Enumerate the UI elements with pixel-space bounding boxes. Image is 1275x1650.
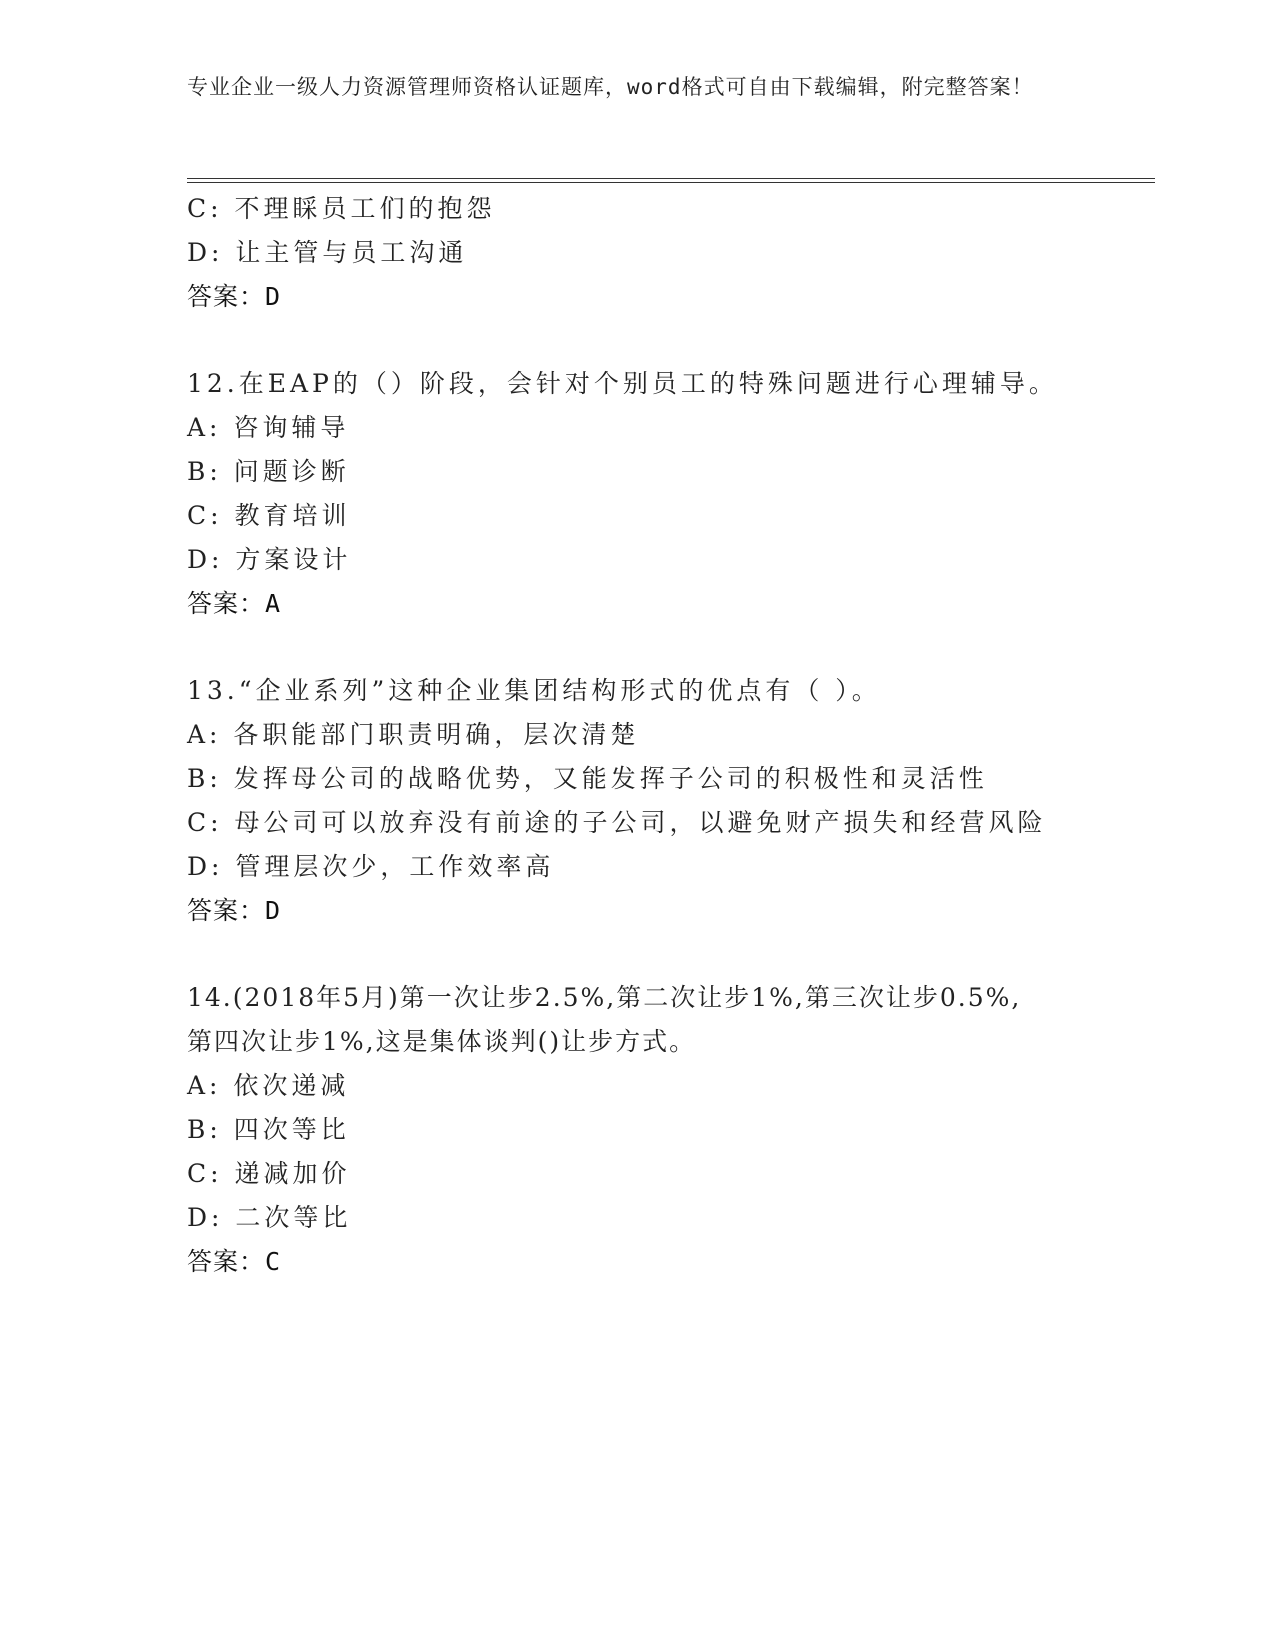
option-a: A: 各职能部门职责明确，层次清楚 [187, 720, 640, 749]
option-a: A: 依次递减 [187, 1071, 350, 1100]
option-c: C: 教育培训 [187, 501, 351, 530]
answer-line: 答案：D [187, 896, 282, 925]
option-c: C: 母公司可以放弃没有前途的子公司，以避免财产损失和经营风险 [187, 808, 1047, 837]
header-divider-bottom [187, 182, 1155, 183]
question-stem: 13.“企业系列”这种企业集团结构形式的优点有（ ）。 [187, 676, 881, 705]
option-b: B: 问题诊断 [187, 457, 350, 486]
option-d: D: 方案设计 [187, 545, 352, 574]
answer-line: 答案：D [187, 282, 282, 311]
answer-line: 答案：A [187, 589, 282, 618]
document-header: 专业企业一级人力资源管理师资格认证题库，word格式可自由下载编辑，附完整答案！ [187, 75, 1034, 99]
question-stem: 12.在EAP的（）阶段，会针对个别员工的特殊问题进行心理辅导。 [187, 369, 1058, 398]
option-d: D: 管理层次少，工作效率高 [187, 852, 555, 881]
option-d: D: 让主管与员工沟通 [187, 238, 468, 267]
option-c: C: 不理睬员工们的抱怨 [187, 194, 496, 223]
header-divider-top [187, 178, 1155, 179]
option-b: B: 四次等比 [187, 1115, 350, 1144]
question-stem-line-1: 14.(2018年5月)第一次让步2.5%,第二次让步1%,第三次让步0.5%, [187, 983, 1022, 1012]
option-d: D: 二次等比 [187, 1203, 352, 1232]
question-stem-line-2: 第四次让步1%,这是集体谈判()让步方式。 [187, 1027, 697, 1056]
option-b: B: 发挥母公司的战略优势，又能发挥子公司的积极性和灵活性 [187, 764, 988, 793]
answer-line: 答案：C [187, 1247, 282, 1276]
option-a: A: 咨询辅导 [187, 413, 350, 442]
option-c: C: 递减加价 [187, 1159, 351, 1188]
